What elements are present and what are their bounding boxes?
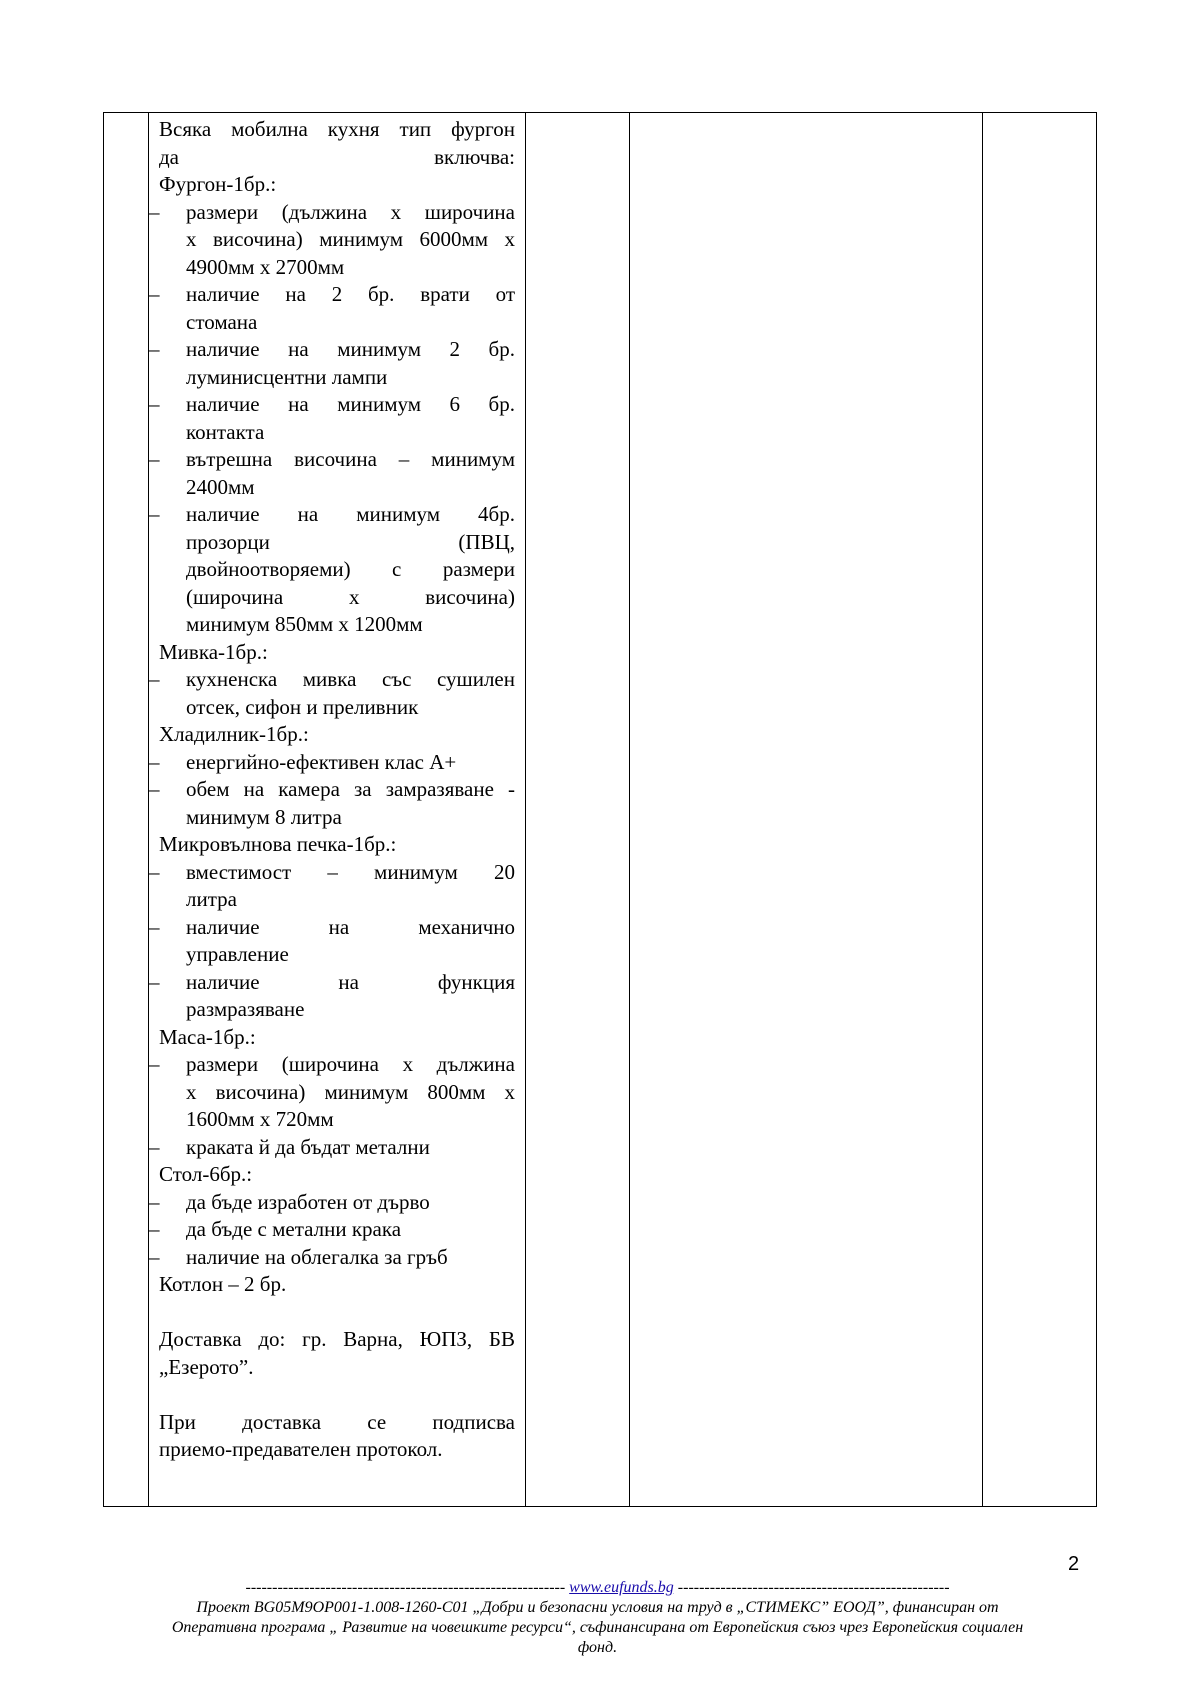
dash-marker: –	[149, 914, 160, 939]
bullet-text: да бъде изработен от дърво	[186, 1189, 430, 1214]
page-number: 2	[1068, 1553, 1080, 1575]
dash-marker: –	[149, 859, 160, 884]
bullet-text: наличие на 2 бр. врати от	[186, 282, 515, 306]
dash-marker: –	[149, 969, 160, 994]
bullet-text: контакта	[186, 419, 265, 444]
spec-bullet	[149, 776, 515, 831]
item-heading: Маса-1бр.:	[159, 1024, 256, 1049]
table-row	[104, 113, 1097, 1507]
spec-bullet	[149, 1216, 515, 1244]
item-heading: Фургон-1бр.:	[159, 172, 277, 196]
spec-bullet	[149, 666, 515, 721]
bullet-text: размери (широчина х дължина	[186, 1052, 515, 1076]
bullet-text: 4900мм х 2700мм	[186, 254, 345, 279]
bullet-text: литра	[186, 887, 237, 911]
dash-marker: –	[149, 777, 160, 801]
dash-marker: –	[149, 1134, 160, 1159]
dash-marker: –	[149, 1189, 160, 1214]
blank-line	[159, 1299, 515, 1327]
spec-bullet	[149, 859, 515, 914]
spec-bullet	[149, 1189, 515, 1217]
item-heading: Микровълнова печка-1бр.:	[159, 832, 397, 856]
dash-marker: –	[149, 1217, 160, 1241]
bullet-text: луминисцентни лампи	[186, 364, 388, 389]
empty-cell	[526, 113, 630, 1507]
dash-marker: –	[149, 667, 160, 691]
eufunds-link[interactable]: www.eufunds.bg	[569, 1579, 674, 1596]
bullet-text: наличие на облегалка за гръб	[186, 1244, 448, 1269]
bullet-text: минимум 8 литра	[186, 804, 342, 829]
bullet-text: х височина) минимум 800мм х	[186, 1079, 515, 1104]
bullet-text: (широчина х височина)	[186, 584, 515, 609]
page-footer	[110, 1578, 1085, 1658]
paragraph-line: приемо-предавателен протокол.	[159, 1437, 443, 1461]
dash-marker: –	[149, 1244, 160, 1269]
number-cell	[104, 113, 149, 1507]
spec-bullet	[149, 1051, 515, 1134]
footer-fund-line: фонд.	[577, 1639, 618, 1656]
bullet-text: наличие на функция	[186, 969, 515, 994]
bullet-text: стомана	[186, 309, 258, 334]
footer-link-line	[110, 1578, 1085, 1598]
dash-marker: –	[149, 337, 160, 361]
description-cell	[149, 113, 526, 1507]
spec-bullet	[149, 969, 515, 1024]
specification-table	[103, 112, 1097, 1507]
dash-marker: –	[149, 1052, 160, 1076]
footer-program-line: Оперативна програма „ Развитие на човешките ресурси“, съфинансирана от Европейския съюз чрез Европейския социален	[171, 1619, 1024, 1636]
spec-bullet	[149, 199, 515, 282]
blank-line	[159, 1381, 515, 1409]
paragraph-line: При доставка се подписва	[159, 1409, 515, 1434]
bullet-text: вътрешна височина – минимум	[186, 447, 515, 471]
bullet-text: наличие на минимум 6 бр.	[186, 392, 515, 416]
bullet-text: 1600мм х 720мм	[186, 1107, 334, 1131]
bullet-text: 2400мм	[186, 474, 255, 499]
paragraph-line: Всяка мобилна кухня тип фургон	[159, 117, 515, 141]
spec-bullet	[149, 749, 515, 777]
bullet-text: наличие на минимум 2 бр.	[186, 337, 515, 361]
item-heading: Мивка-1бр.:	[159, 639, 268, 664]
bullet-text: управление	[186, 942, 289, 966]
spec-bullet	[149, 391, 515, 446]
spec-bullet	[149, 281, 515, 336]
spec-bullet	[149, 336, 515, 391]
bullet-text: краката й да бъдат метални	[186, 1134, 430, 1159]
bullet-text: двойноотворяеми) с размери	[186, 557, 515, 581]
bullet-text: обем на камера за замразяване -	[186, 777, 515, 801]
empty-cell	[630, 113, 983, 1507]
dash-marker: –	[149, 199, 160, 224]
dash-marker: –	[149, 282, 160, 306]
paragraph-line: „Езерото”.	[159, 1354, 254, 1379]
bullet-text: прозорци (ПВЦ,	[186, 529, 515, 554]
bullet-text: х височина) минимум 6000мм х	[186, 227, 515, 251]
item-heading: Котлон – 2 бр.	[159, 1272, 287, 1296]
empty-cell	[983, 113, 1097, 1507]
item-heading: Стол-6бр.:	[159, 1162, 253, 1186]
footer-project-line: Проект BG05M9OP001-1.008-1260-C01 „Добри и безопасни условия на труд в „СТИМЕКС” ЕООД”, финансиран от	[196, 1599, 999, 1616]
bullet-text: отсек, сифон и преливник	[186, 694, 419, 719]
bullet-text: размери (дължина х широчина	[186, 199, 515, 224]
dash-marker: –	[149, 749, 160, 774]
spec-bullet	[149, 914, 515, 969]
dash-marker: –	[149, 502, 160, 526]
spec-bullet	[149, 501, 515, 639]
bullet-text: наличие на минимум 4бр.	[186, 502, 515, 526]
spec-bullet	[149, 1244, 515, 1272]
paragraph-line: да включва:	[159, 144, 515, 169]
spec-bullet	[149, 446, 515, 501]
bullet-text: наличие на механично	[186, 914, 515, 939]
bullet-text: размразяване	[186, 997, 305, 1021]
spec-bullet	[149, 1134, 515, 1162]
footer-dashes: ------------------------------------------------------------	[245, 1579, 566, 1596]
bullet-text: да бъде с метални крака	[186, 1217, 402, 1241]
dash-marker: –	[149, 447, 160, 471]
item-heading: Хладилник-1бр.:	[159, 722, 309, 746]
bullet-text: вместимост – минимум 20	[186, 859, 515, 884]
bullet-text: енергийно-ефективен клас А+	[186, 749, 457, 774]
bullet-text: кухненска мивка със сушилен	[186, 667, 515, 691]
bullet-text: минимум 850мм х 1200мм	[186, 612, 423, 636]
dash-marker: –	[149, 392, 160, 416]
footer-dashes: ---------------------------------------------------	[677, 1579, 950, 1596]
paragraph-line: Доставка до: гр. Варна, ЮПЗ, БВ	[159, 1327, 515, 1351]
